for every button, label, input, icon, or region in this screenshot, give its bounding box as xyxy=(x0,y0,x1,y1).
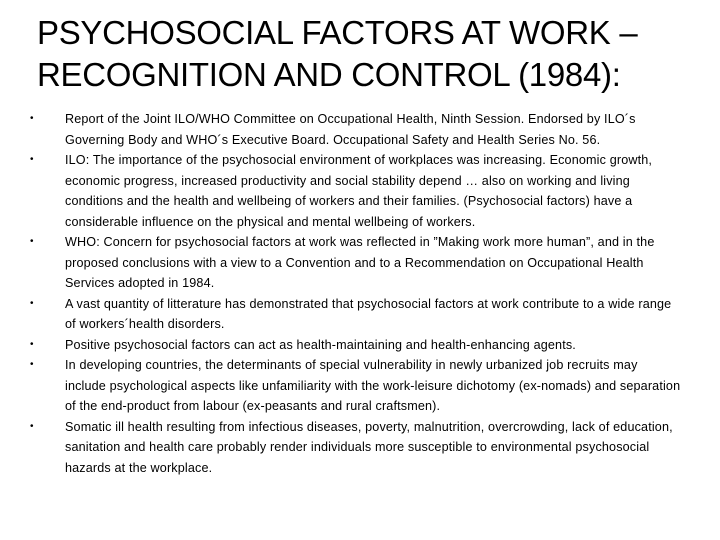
bullet-list xyxy=(30,109,682,478)
bullet-item-somatic-ill-health xyxy=(30,417,682,479)
bullet-text: A vast quantity of litterature has demonstrated that psychosocial factors at work contribute to a wide range of workers´health disorders. xyxy=(65,296,672,331)
slide-title-line-2: RECOGNITION AND CONTROL (1984): xyxy=(37,56,621,93)
bullet-item-joint-committee-report xyxy=(30,109,682,150)
bullet-item-literature xyxy=(30,294,682,335)
bullet-dot-icon: • xyxy=(30,297,34,309)
bullet-item-positive-factors xyxy=(30,335,682,356)
bullet-text: Report of the Joint ILO/WHO Committee on Occupational Health, Ninth Session. Endorsed by ILO´s Governing Body and WHO´s Executive Board. Occupational Safety and Health Series No. 56. xyxy=(65,112,636,147)
bullet-dot-icon: • xyxy=(30,420,34,432)
bullet-text: Somatic ill health resulting from infectious diseases, poverty, malnutrition, overcrowding, lack of education, sanitation and health care probably render individuals more susceptible to environmental psychosocial hazards at the workplace. xyxy=(65,419,673,475)
bullet-item-developing-countries xyxy=(30,355,682,417)
bullet-item-ilo xyxy=(30,150,682,232)
slide-title-line-1: PSYCHOSOCIAL FACTORS AT WORK – xyxy=(37,14,638,51)
bullet-text: In developing countries, the determinants of special vulnerability in newly urbanized job recruits may include psychological aspects like unfamiliarity with the work-leisure dichotomy (ex-nomads) and separation of the end-product from labour (ex-peasants and rural craftsmen). xyxy=(65,358,681,413)
bullet-dot-icon: • xyxy=(30,236,34,247)
bullet-text: ILO: The importance of the psychosocial environment of workplaces was increasing. Economic growth, economic progress, increased productivity and social stability depend … also on working and living conditions and the health and wellbeing of workers and their families. (Psychosocial factors) have a considerable influence on the physical and mental wellbeing of workers. xyxy=(65,153,653,229)
bullet-dot-icon: • xyxy=(30,338,34,350)
bullet-dot-icon: • xyxy=(30,359,34,370)
bullet-dot-icon: • xyxy=(30,154,34,165)
slide-title xyxy=(37,12,697,96)
bullet-dot-icon: • xyxy=(30,113,34,124)
bullet-text: WHO: Concern for psychosocial factors at work was reflected in ”Making work more human”, and in the proposed conclusions with a view to a Convention and to a Recommendation on Occupational Health Services adopted in 1984. xyxy=(65,235,655,290)
bullet-item-who xyxy=(30,232,682,294)
bullet-text: Positive psychosocial factors can act as health-maintaining and health-enhancing agents. xyxy=(65,337,576,352)
